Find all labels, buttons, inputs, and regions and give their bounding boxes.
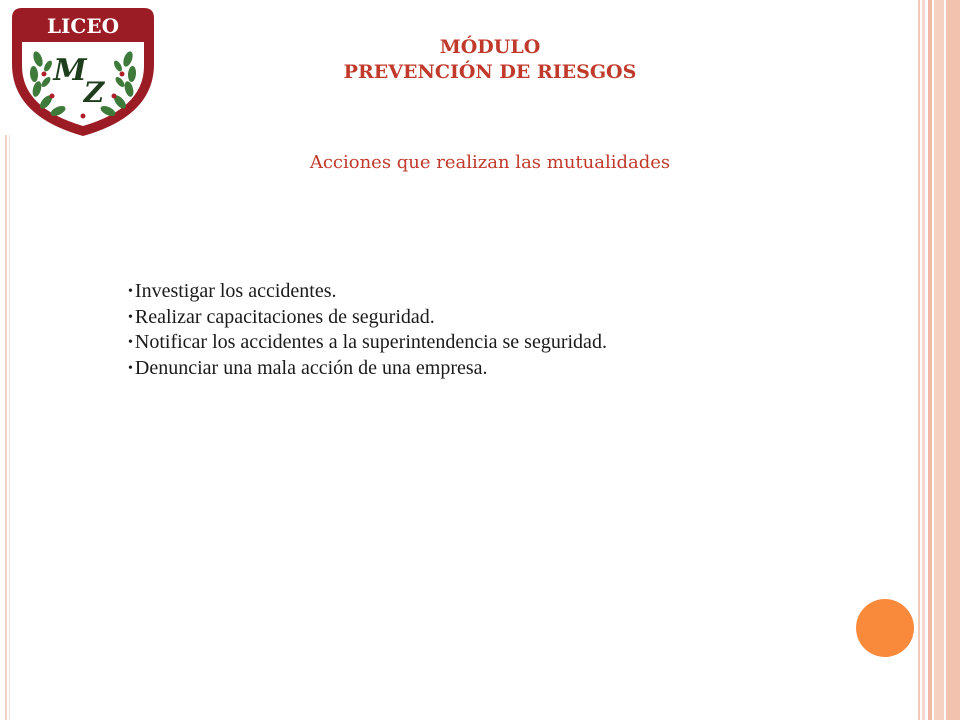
right-stripe — [922, 0, 925, 720]
module-title-line1: MÓDULO — [439, 36, 541, 58]
list-item-text: Notificar los accidentes a la superintendencia se seguridad. — [134, 331, 607, 353]
right-stripe — [946, 0, 960, 720]
bullet-icon: • — [128, 360, 133, 376]
list-item-text: Investigar los accidentes. — [134, 280, 337, 302]
logo-text: LICEO — [46, 14, 120, 38]
svg-text:Z: Z — [83, 76, 105, 109]
bullet-icon: • — [128, 309, 133, 325]
orange-circle-icon — [856, 599, 914, 657]
bullet-list — [128, 279, 908, 381]
left-border-line — [9, 135, 10, 720]
module-title — [280, 35, 700, 85]
list-item — [128, 305, 908, 331]
module-title-line2: PREVENCIÓN DE RIESGOS — [343, 61, 637, 83]
right-stripe — [934, 0, 944, 720]
right-stripe — [918, 0, 920, 720]
list-item — [128, 356, 908, 382]
slide-subtitle: Acciones que realizan las mutualidades — [309, 152, 671, 173]
bullet-icon: • — [128, 335, 133, 350]
left-border-line — [5, 135, 7, 720]
list-item — [128, 330, 908, 356]
right-stripe — [928, 0, 932, 720]
school-logo — [8, 4, 158, 138]
svg-text:M: M — [53, 53, 87, 88]
list-item-text: Denunciar una mala acción de una empresa. — [134, 356, 488, 379]
bullet-icon: • — [128, 284, 133, 299]
list-item-text: Realizar capacitaciones de seguridad. — [134, 305, 435, 328]
list-item — [128, 279, 908, 305]
